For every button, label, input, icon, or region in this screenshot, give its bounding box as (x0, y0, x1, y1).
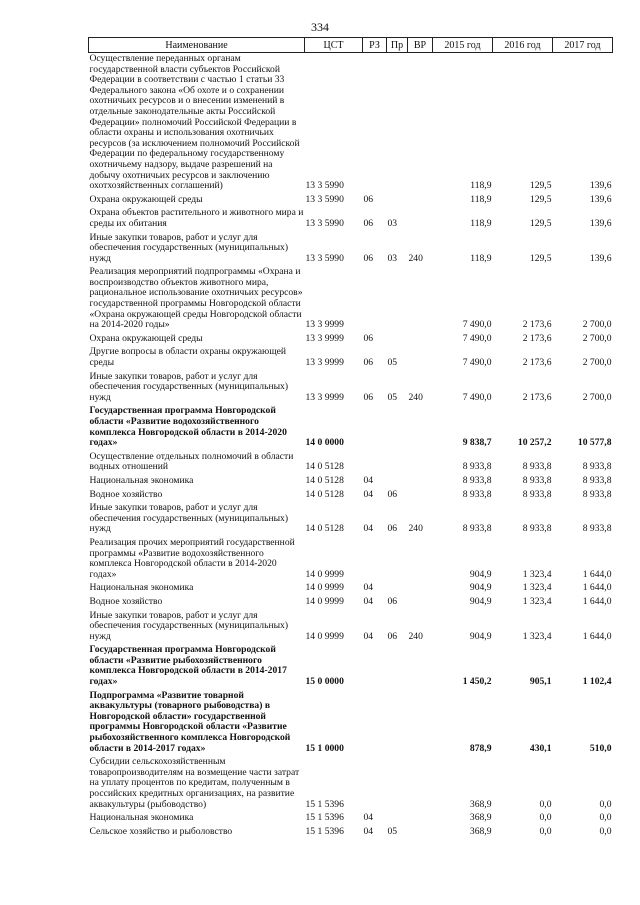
cell-name: Другие вопросы в области охраны окружающей среды (89, 346, 286, 369)
table-row (89, 537, 613, 582)
cell-vr (408, 207, 433, 231)
cell-2017: 8 933,8 (582, 474, 612, 486)
cell-name: Иные закупки товаров, работ и услуг для обеспечения государственных (муниципальных) нужд (89, 231, 289, 264)
cell-2015: 7 490,0 (462, 357, 492, 369)
table-row (89, 266, 613, 333)
cell-pr: 05 (387, 391, 398, 403)
cell-name: Водное хозяйство (89, 488, 163, 500)
cell-vr: 240 (408, 630, 423, 642)
cell-cst: 14 0 5128 (305, 474, 344, 486)
header-2017: 2017 год (553, 38, 613, 53)
cell-rz: 04 (363, 812, 374, 824)
cell-2015: 904,9 (469, 582, 492, 594)
table-header (89, 38, 613, 53)
cell-2017: 1 644,0 (582, 568, 612, 580)
cell-2015: 368,9 (469, 798, 492, 810)
table-row (89, 405, 613, 450)
cell-vr: 240 (408, 252, 423, 264)
cell-2015: 118,9 (470, 180, 492, 192)
cell-cst: 15 0 0000 (305, 676, 344, 688)
cell-rz: 06 (363, 217, 374, 229)
cell-2016: 2 173,6 (522, 357, 552, 369)
cell-vr (408, 333, 433, 347)
cell-cst: 14 0 9999 (305, 595, 344, 607)
cell-vr (408, 405, 433, 450)
cell-2016: 1 323,4 (522, 582, 552, 594)
cell-vr (408, 194, 433, 208)
cell-2015: 118,9 (470, 217, 492, 229)
cell-2015: 8 933,8 (462, 461, 492, 473)
header-2016: 2016 год (493, 38, 553, 53)
cell-name: Осуществление переданных органам государственной власти субъектов Российской Федерации в соответствии с частью 1 статьи 33 Федерального закона «Об охоте и о сохранении охотничьих ресурсов и о внесении изменений в отдельные законодательные акты Российской Федерации» полномочий Российской Федерации в области охраны и использования охотничьих ресурсов (за исключением полномочий Российской Федерации по федеральному государственному охотничьему надзору, выдаче разрешений на добычу охотничьих ресурсов и заключению охотхозяйственных соглашений) (89, 53, 300, 192)
cell-pr (387, 194, 408, 208)
cell-vr (408, 596, 433, 610)
cell-2016: 2 173,6 (522, 391, 552, 403)
cell-name: Национальная экономика (89, 582, 194, 594)
cell-2016: 129,5 (529, 180, 552, 192)
cell-name: Государственная программа Новгородской области «Развитие водохозяйственного комплекса Новгородской области в 2014-2020 годах» (89, 405, 287, 449)
cell-2016: 2 173,6 (522, 332, 552, 344)
cell-2016: 10 257,2 (517, 437, 552, 449)
cell-vr (408, 489, 433, 503)
cell-cst: 13 3 5990 (305, 193, 344, 205)
cell-rz (363, 690, 387, 757)
cell-cst: 13 3 5990 (305, 252, 344, 264)
cell-2015: 8 933,8 (462, 474, 492, 486)
cell-vr (408, 644, 433, 689)
table-row (89, 346, 613, 370)
cell-2016: 0,0 (539, 798, 552, 810)
cell-cst: 15 1 5396 (305, 798, 344, 810)
cell-pr: 06 (387, 595, 398, 607)
table-row (89, 644, 613, 689)
cell-cst: 14 0 9999 (305, 568, 344, 580)
table-row (89, 371, 613, 406)
cell-2016: 129,5 (529, 193, 552, 205)
cell-cst: 13 3 9999 (305, 319, 344, 331)
cell-pr (387, 812, 408, 826)
cell-2016: 129,5 (529, 217, 552, 229)
cell-2017: 8 933,8 (582, 523, 612, 535)
cell-cst: 15 1 0000 (305, 742, 344, 754)
cell-vr (408, 475, 433, 489)
header-2015: 2015 год (433, 38, 493, 53)
cell-rz: 06 (363, 332, 374, 344)
cell-vr (408, 53, 433, 194)
cell-2015: 1 450,2 (462, 676, 492, 688)
cell-pr: 03 (387, 217, 398, 229)
cell-2016: 2 173,6 (522, 319, 552, 331)
budget-table (88, 37, 613, 839)
cell-vr (408, 826, 433, 840)
cell-pr (387, 475, 408, 489)
cell-cst: 14 0 5128 (305, 488, 344, 500)
cell-pr (387, 582, 408, 596)
table-row (89, 333, 613, 347)
cell-vr (408, 451, 433, 475)
cell-pr (387, 690, 408, 757)
cell-pr (387, 405, 408, 450)
cell-name: Охрана объектов растительного и животного мира и среды их обитания (89, 207, 304, 229)
cell-2017: 2 700,0 (582, 357, 612, 369)
cell-cst: 14 0 5128 (305, 461, 344, 473)
cell-name: Сельское хозяйство и рыболовство (89, 825, 233, 837)
cell-2017: 10 577,8 (577, 437, 612, 449)
header-cst: ЦСТ (305, 38, 363, 53)
cell-rz: 04 (363, 825, 374, 837)
cell-name: Реализация прочих мероприятий государственной программы «Развитие водохозяйственного комплекса Новгородской области в 2014-2020 годах» (89, 536, 295, 580)
cell-pr: 06 (387, 523, 398, 535)
page-number: 334 (311, 20, 329, 34)
cell-name: Охрана окружающей среды (89, 332, 203, 344)
cell-2015: 7 490,0 (462, 391, 492, 403)
cell-2017: 0,0 (599, 798, 612, 810)
table-row (89, 690, 613, 757)
cell-vr (408, 346, 433, 370)
header-rz: РЗ (363, 38, 387, 53)
cell-name: Национальная экономика (89, 474, 194, 486)
cell-2017: 139,6 (589, 193, 612, 205)
cell-vr (408, 582, 433, 596)
cell-vr (408, 756, 433, 812)
cell-vr (408, 812, 433, 826)
table-row (89, 596, 613, 610)
cell-2015: 878,9 (469, 742, 492, 754)
cell-vr: 240 (408, 523, 423, 535)
cell-pr (387, 333, 408, 347)
table-row (89, 207, 613, 231)
cell-2017: 1 644,0 (582, 595, 612, 607)
cell-pr: 05 (387, 357, 398, 369)
cell-2017: 8 933,8 (582, 461, 612, 473)
cell-rz (363, 53, 387, 194)
cell-vr (408, 690, 433, 757)
cell-2017: 1 102,4 (582, 676, 612, 688)
cell-rz (363, 451, 387, 475)
cell-vr: 240 (408, 391, 423, 403)
cell-rz: 06 (363, 252, 374, 264)
table-row (89, 812, 613, 826)
table-row (89, 489, 613, 503)
cell-pr: 05 (387, 825, 398, 837)
cell-cst: 13 3 9999 (305, 332, 344, 344)
cell-name: Подпрограмма «Развитие товарной аквакультуры (товарного рыбоводства) в Новгородской области» государственной программы Новгородской области «Развитие рыбохозяйственного комплекса Новгородской области в 2014-2017 годах» (89, 689, 291, 754)
cell-pr: 06 (387, 630, 398, 642)
cell-2015: 904,9 (469, 595, 492, 607)
cell-rz: 04 (363, 474, 374, 486)
cell-2017: 1 644,0 (582, 582, 612, 594)
cell-rz (363, 537, 387, 582)
cell-vr (408, 537, 433, 582)
cell-2016: 1 323,4 (522, 595, 552, 607)
cell-2015: 118,9 (470, 252, 492, 264)
cell-2015: 7 490,0 (462, 332, 492, 344)
cell-name: Иные закупки товаров, работ и услуг для обеспечения государственных (муниципальных) нужд (89, 370, 289, 403)
cell-pr (387, 756, 408, 812)
table-row (89, 502, 613, 537)
cell-2017: 0,0 (599, 825, 612, 837)
cell-rz: 04 (363, 488, 374, 500)
cell-rz (363, 405, 387, 450)
cell-rz: 06 (363, 391, 374, 403)
cell-name: Национальная экономика (89, 812, 194, 824)
cell-vr (408, 266, 433, 333)
cell-2016: 8 933,8 (522, 488, 552, 500)
cell-2016: 129,5 (529, 252, 552, 264)
cell-rz: 04 (363, 630, 374, 642)
cell-2016: 1 323,4 (522, 630, 552, 642)
table-row (89, 451, 613, 475)
cell-2016: 0,0 (539, 825, 552, 837)
cell-rz: 04 (363, 582, 374, 594)
cell-2015: 904,9 (469, 568, 492, 580)
cell-pr: 06 (387, 488, 398, 500)
cell-name: Охрана окружающей среды (89, 193, 203, 205)
cell-cst: 15 1 5396 (305, 825, 344, 837)
cell-2015: 118,9 (470, 193, 492, 205)
cell-pr (387, 537, 408, 582)
cell-rz: 04 (363, 595, 374, 607)
cell-name: Иные закупки товаров, работ и услуг для обеспечения государственных (муниципальных) нужд (89, 502, 289, 535)
table-row (89, 194, 613, 208)
cell-2016: 0,0 (539, 812, 552, 824)
table-row (89, 53, 613, 194)
cell-cst: 13 3 9999 (305, 391, 344, 403)
table-row (89, 582, 613, 596)
cell-2017: 0,0 (599, 812, 612, 824)
cell-2017: 2 700,0 (582, 391, 612, 403)
cell-rz (363, 644, 387, 689)
cell-cst: 15 1 5396 (305, 812, 344, 824)
cell-name: Водное хозяйство (89, 595, 163, 607)
cell-2016: 1 323,4 (522, 568, 552, 580)
cell-cst: 14 0 0000 (305, 437, 344, 449)
cell-2015: 9 838,7 (462, 437, 492, 449)
header-row (89, 38, 613, 53)
cell-2015: 7 490,0 (462, 319, 492, 331)
cell-rz: 06 (363, 357, 374, 369)
cell-rz (363, 756, 387, 812)
cell-2016: 8 933,8 (522, 523, 552, 535)
cell-cst: 14 0 9999 (305, 630, 344, 642)
cell-rz: 06 (363, 193, 374, 205)
cell-cst: 13 3 5990 (305, 180, 344, 192)
cell-pr (387, 266, 408, 333)
cell-2016: 8 933,8 (522, 461, 552, 473)
cell-name: Субсидии сельскохозяйственным товаропроизводителям на возмещение части затрат на уплату процентов по кредитам, полученным в российских кредитных организациях, на развитие аквакультуры (рыбоводство) (89, 756, 300, 810)
cell-pr (387, 644, 408, 689)
cell-2016: 8 933,8 (522, 474, 552, 486)
cell-2017: 8 933,8 (582, 488, 612, 500)
cell-cst: 14 0 9999 (305, 582, 344, 594)
cell-2017: 1 644,0 (582, 630, 612, 642)
table-row (89, 826, 613, 840)
cell-2015: 8 933,8 (462, 523, 492, 535)
cell-2015: 368,9 (469, 812, 492, 824)
cell-2015: 8 933,8 (462, 488, 492, 500)
cell-pr: 03 (387, 252, 398, 264)
header-pr: Пр (387, 38, 408, 53)
cell-pr (387, 53, 408, 194)
cell-cst: 14 0 5128 (305, 523, 344, 535)
cell-2017: 2 700,0 (582, 332, 612, 344)
cell-rz (363, 266, 387, 333)
table-row (89, 232, 613, 267)
cell-cst: 13 3 9999 (305, 357, 344, 369)
cell-name: Иные закупки товаров, работ и услуг для обеспечения государственных (муниципальных) нужд (89, 609, 289, 642)
cell-2017: 510,0 (589, 742, 612, 754)
cell-rz: 04 (363, 523, 374, 535)
cell-name: Осуществление отдельных полномочий в области водных отношений (89, 450, 294, 473)
cell-pr (387, 451, 408, 475)
header-name: Наименование (89, 38, 305, 53)
cell-cst: 13 3 5990 (305, 217, 344, 229)
cell-2015: 904,9 (469, 630, 492, 642)
table-body (89, 53, 613, 840)
cell-2017: 139,6 (589, 180, 612, 192)
cell-2017: 2 700,0 (582, 319, 612, 331)
header-vr: ВР (408, 38, 433, 53)
cell-2016: 430,1 (529, 742, 552, 754)
table-row (89, 475, 613, 489)
cell-name: Реализация мероприятий подпрограммы «Охрана и воспроизводство объектов животного мира, рациональное использование охотничьих ресурсов» государственной программы Новгородской области «Охрана окружающей среды Новгородской области на 2014-2020 годы» (89, 266, 303, 331)
cell-2017: 139,6 (589, 252, 612, 264)
table-row (89, 610, 613, 645)
table-row (89, 756, 613, 812)
cell-2016: 905,1 (529, 676, 552, 688)
cell-name: Государственная программа Новгородской области «Развитие рыбохозяйственного комплекса Новгородской области в 2014-2017 годах» (89, 644, 287, 688)
cell-2017: 139,6 (589, 217, 612, 229)
cell-2015: 368,9 (469, 825, 492, 837)
